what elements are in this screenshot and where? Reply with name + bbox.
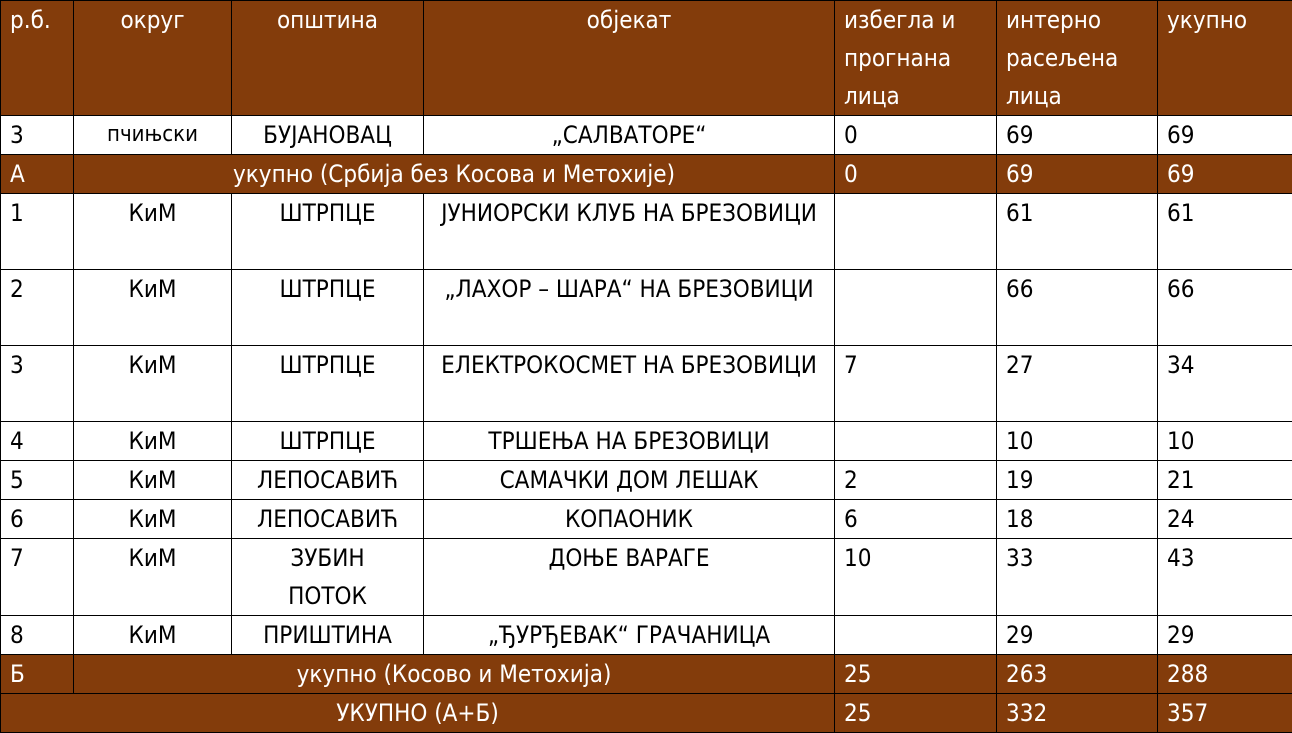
cell-rb: 8 xyxy=(1,616,74,655)
cell-rb: 5 xyxy=(1,461,74,500)
cell-ukupno: 24 xyxy=(1158,500,1292,539)
cell-rb: 3 xyxy=(1,116,74,155)
cell-objekat: „ЂУРЂЕВАК“ ГРАЧАНИЦА xyxy=(424,616,835,655)
cell-izbegla: 0 xyxy=(835,116,997,155)
cell-ukupno: 29 xyxy=(1158,616,1292,655)
cell-interno: 19 xyxy=(997,461,1158,500)
cell-okrug: КиМ xyxy=(74,194,232,270)
header-rb: р.б. xyxy=(1,1,74,116)
cell-opstina: ШТРПЦЕ xyxy=(232,346,424,422)
cell-interno: 27 xyxy=(997,346,1158,422)
cell-ukupno: 10 xyxy=(1158,422,1292,461)
cell-objekat: „ЛАХОР – ШАРА“ НА БРЕЗОВИЦИ xyxy=(424,270,835,346)
header-opstina: општина xyxy=(232,1,424,116)
subtotal-row-a xyxy=(1,155,1292,194)
cell-interno: 29 xyxy=(997,616,1158,655)
subtotal-a-label: укупно (Србија без Косова и Метохије) xyxy=(74,155,835,194)
cell-okrug: КиМ xyxy=(74,539,232,616)
cell-interno: 18 xyxy=(997,500,1158,539)
header-row xyxy=(1,1,1292,116)
cell-okrug: КиМ xyxy=(74,461,232,500)
cell-okrug: КиМ xyxy=(74,422,232,461)
header-izbegla: избегла и прогнана лица xyxy=(835,1,997,116)
cell-interno: 66 xyxy=(997,270,1158,346)
cell-opstina: ШТРПЦЕ xyxy=(232,270,424,346)
grand-total-ukupno: 357 xyxy=(1158,694,1292,733)
cell-interno: 69 xyxy=(997,116,1158,155)
cell-izbegla: 7 xyxy=(835,346,997,422)
table-row xyxy=(1,116,1292,155)
cell-opstina: ЛЕПОСАВИЋ xyxy=(232,500,424,539)
cell-rb: 1 xyxy=(1,194,74,270)
cell-objekat: ТРШЕЊА НА БРЕЗОВИЦИ xyxy=(424,422,835,461)
cell-rb: 6 xyxy=(1,500,74,539)
table-row xyxy=(1,616,1292,655)
cell-izbegla xyxy=(835,422,997,461)
cell-interno: 61 xyxy=(997,194,1158,270)
subtotal-a-ukupno: 69 xyxy=(1158,155,1292,194)
grand-total-interno: 332 xyxy=(997,694,1158,733)
grand-total-izbegla: 25 xyxy=(835,694,997,733)
cell-izbegla xyxy=(835,616,997,655)
cell-ukupno: 34 xyxy=(1158,346,1292,422)
cell-opstina: БУЈАНОВАЦ xyxy=(232,116,424,155)
cell-izbegla xyxy=(835,270,997,346)
cell-objekat: ЕЛЕКТРОКОСМЕТ НА БРЕЗОВИЦИ xyxy=(424,346,835,422)
subtotal-a-interno: 69 xyxy=(997,155,1158,194)
cell-izbegla: 6 xyxy=(835,500,997,539)
cell-objekat: „САЛВАТОРЕ“ xyxy=(424,116,835,155)
cell-okrug: КиМ xyxy=(74,616,232,655)
cell-ukupno: 43 xyxy=(1158,539,1292,616)
cell-interno: 33 xyxy=(997,539,1158,616)
table-row xyxy=(1,346,1292,422)
cell-opstina: ЛЕПОСАВИЋ xyxy=(232,461,424,500)
header-objekat: објекат xyxy=(424,1,835,116)
cell-opstina: ШТРПЦЕ xyxy=(232,194,424,270)
cell-okrug: пчињски xyxy=(74,116,232,155)
cell-opstina: ЗУБИН ПОТОК xyxy=(232,539,424,616)
subtotal-a-rb: А xyxy=(1,155,74,194)
cell-izbegla: 10 xyxy=(835,539,997,616)
cell-okrug: КиМ xyxy=(74,500,232,539)
cell-ukupno: 61 xyxy=(1158,194,1292,270)
grand-total-label: УКУПНО (А+Б) xyxy=(1,694,835,733)
subtotal-b-label: укупно (Косово и Метохија) xyxy=(74,655,835,694)
cell-interno: 10 xyxy=(997,422,1158,461)
table-row xyxy=(1,500,1292,539)
cell-ukupno: 21 xyxy=(1158,461,1292,500)
cell-rb: 2 xyxy=(1,270,74,346)
table-row xyxy=(1,422,1292,461)
cell-izbegla xyxy=(835,194,997,270)
table-row xyxy=(1,270,1292,346)
cell-rb: 7 xyxy=(1,539,74,616)
cell-okrug: КиМ xyxy=(74,270,232,346)
table-row xyxy=(1,461,1292,500)
table-row xyxy=(1,194,1292,270)
cell-rb: 3 xyxy=(1,346,74,422)
header-interno: интерно расељена лица xyxy=(997,1,1158,116)
subtotal-b-interno: 263 xyxy=(997,655,1158,694)
subtotal-b-ukupno: 288 xyxy=(1158,655,1292,694)
subtotal-row-b xyxy=(1,655,1292,694)
cell-okrug: КиМ xyxy=(74,346,232,422)
cell-opstina: ШТРПЦЕ xyxy=(232,422,424,461)
subtotal-a-izbegla: 0 xyxy=(835,155,997,194)
cell-rb: 4 xyxy=(1,422,74,461)
header-okrug: округ xyxy=(74,1,232,116)
cell-opstina: ПРИШТИНА xyxy=(232,616,424,655)
cell-objekat: ЈУНИОРСКИ КЛУБ НА БРЕЗОВИЦИ xyxy=(424,194,835,270)
cell-izbegla: 2 xyxy=(835,461,997,500)
subtotal-b-rb: Б xyxy=(1,655,74,694)
cell-ukupno: 69 xyxy=(1158,116,1292,155)
cell-objekat: САМАЧКИ ДОМ ЛЕШАК xyxy=(424,461,835,500)
header-ukupno: укупно xyxy=(1158,1,1292,116)
cell-ukupno: 66 xyxy=(1158,270,1292,346)
cell-objekat: ДОЊЕ ВАРАГЕ xyxy=(424,539,835,616)
table-row xyxy=(1,539,1292,616)
cell-objekat: КОПАОНИК xyxy=(424,500,835,539)
subtotal-b-izbegla: 25 xyxy=(835,655,997,694)
